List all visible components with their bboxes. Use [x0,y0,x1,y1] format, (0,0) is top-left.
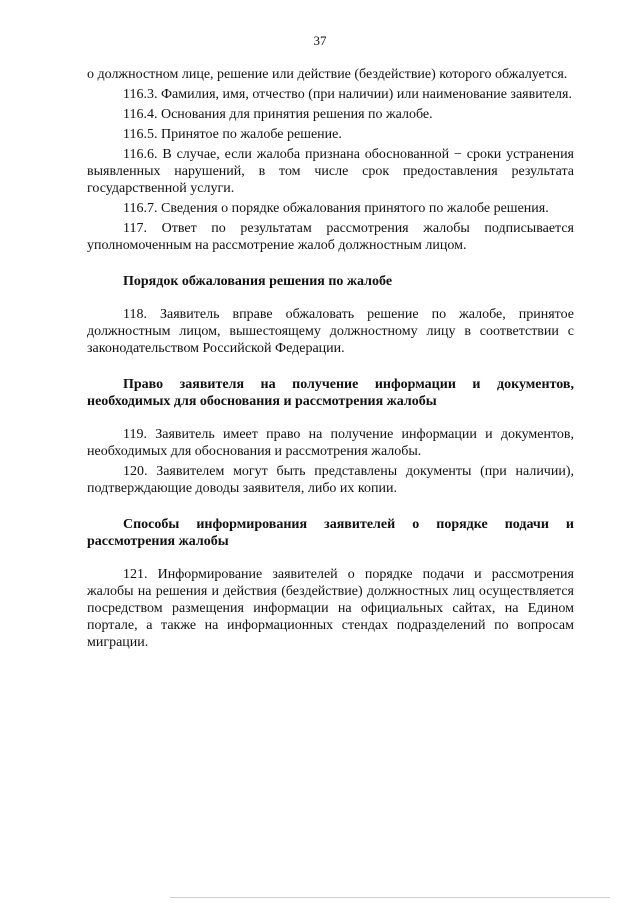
page-number: 37 [313,33,327,48]
paragraph-116-7: 116.7. Сведения о порядке обжалования принятого по жалобе решения. [123,201,549,216]
paragraph-116-6: 116.6. В случае, если жалоба признана обоснованной − сроки устранения выявленных нарушений, в том числе срок предоставления результата государственной услуги. [87,147,574,196]
paragraph-120: 120. Заявителем могут быть представлены документы (при наличии), подтверждающие доводы заявителя, либо их копии. [87,464,574,496]
paragraph-continuation: о должностном лице, решение или действие (бездействие) которого обжалуется. [87,67,568,82]
paragraph-118: 118. Заявитель вправе обжаловать решение по жалобе, принятое должностным лицом, вышестоящему должностному лицу в соответствии с законодательством Российской Федерации. [87,307,574,356]
paragraph-116-4: 116.4. Основания для принятия решения по жалобе. [123,107,433,122]
scan-edge-line [170,897,610,898]
paragraph-119: 119. Заявитель имеет право на получение информации и документов, необходимых для обоснования и рассмотрения жалобы. [87,427,574,459]
paragraph-117: 117. Ответ по результатам рассмотрения жалобы подписывается уполномоченным на рассмотрение жалоб должностным лицом. [87,221,574,253]
paragraph-121: 121. Информирование заявителей о порядке подачи и рассмотрения жалобы на решения и действия (бездействие) должностных лиц осуществляется посредством размещения информации на официальных сайтах, на Едином портале, а также на информационных стендах подразделений по вопросам миграции. [87,567,574,650]
paragraph-116-5: 116.5. Принятое по жалобе решение. [123,127,342,142]
section-heading-informing-methods: Способы информирования заявителей о порядке подачи и рассмотрения жалобы [87,517,574,549]
paragraph-116-3: 116.3. Фамилия, имя, отчество (при наличии) или наименование заявителя. [123,87,572,102]
document-body [87,66,574,651]
section-heading-right-to-info: Право заявителя на получение информации и документов, необходимых для обоснования и рассмотрения жалобы [87,377,574,409]
section-heading-appeal: Порядок обжалования решения по жалобе [123,274,393,289]
